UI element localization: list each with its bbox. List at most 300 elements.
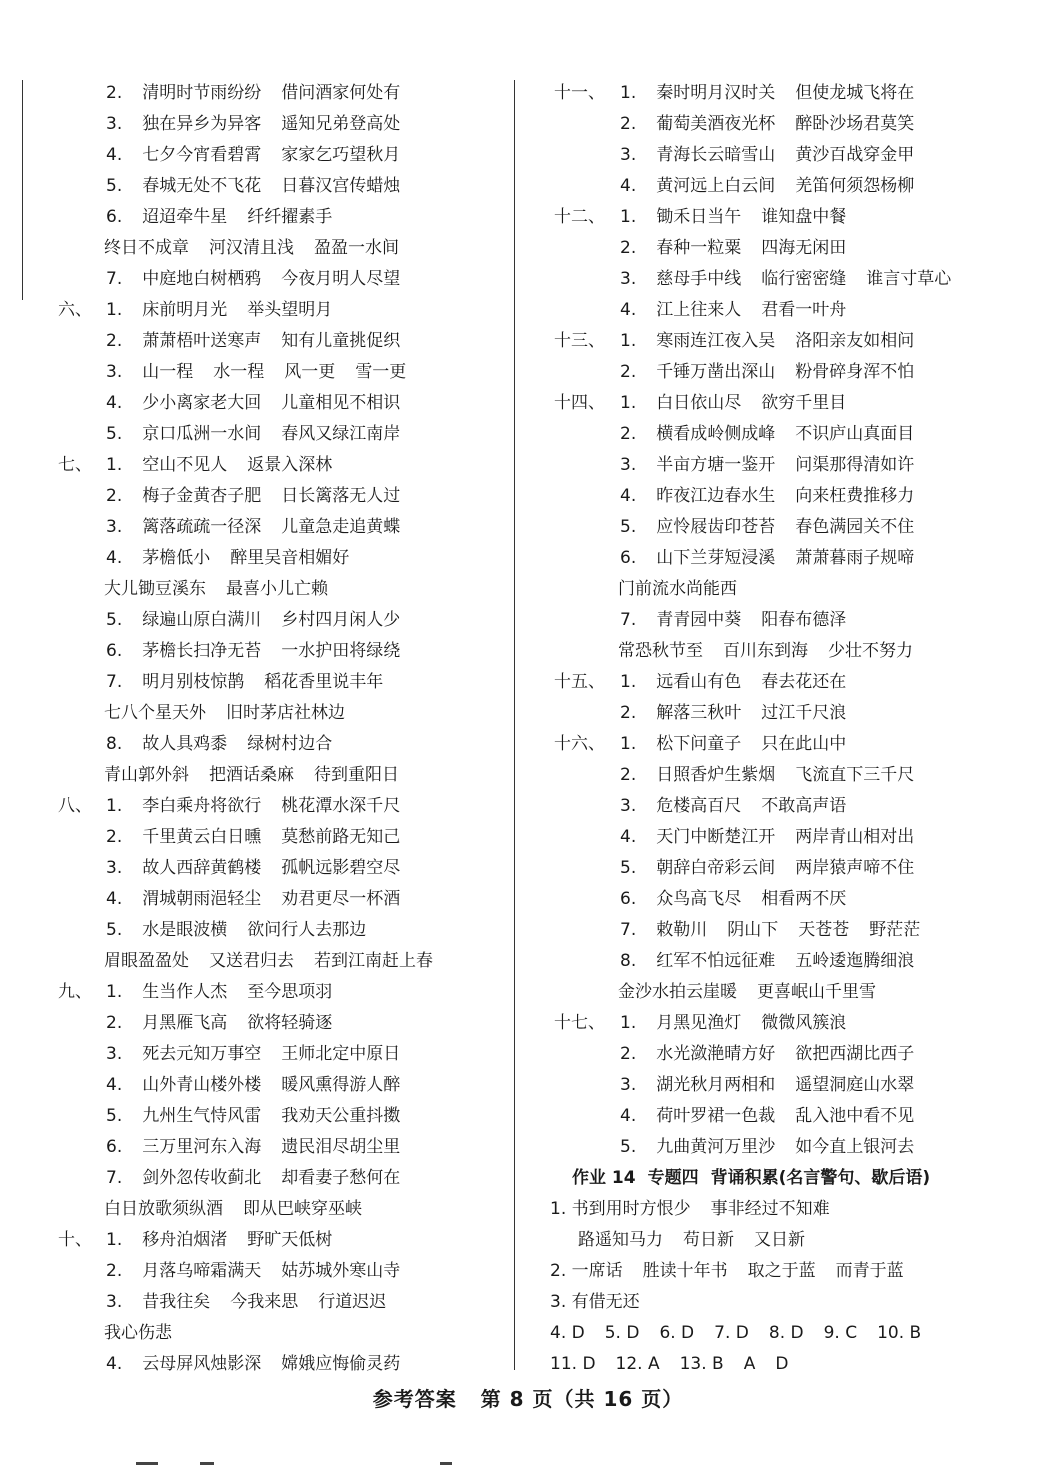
answer-text: 两岸猿声啼不住	[795, 858, 915, 878]
answer-line	[540, 171, 1040, 202]
answer-text: 清明时节雨纷纷	[142, 83, 262, 103]
answer-text: 死去元知万事空	[142, 1044, 262, 1064]
answer-text: 君看一叶舟	[761, 300, 847, 320]
answer-text: 寒雨连江夜入吴	[656, 331, 776, 351]
answer-text: 远看山有色	[656, 672, 742, 692]
answer-text: 儿童急走追黄蝶	[281, 517, 401, 537]
answer-text: 锄禾日当午	[656, 207, 742, 227]
assignment-title-part: 专题四	[647, 1168, 699, 1188]
answer-line	[540, 915, 1040, 946]
answer-text: 但使龙城飞将在	[795, 83, 915, 103]
answer-text: 谁言寸草心	[866, 269, 952, 289]
answer-line	[20, 822, 500, 853]
item-number: 1.	[620, 734, 637, 754]
answer-text: 青青园中葵	[656, 610, 742, 630]
item-number: 5.	[106, 424, 123, 444]
answer-line	[20, 977, 500, 1008]
answer-text: 儿童相见不相识	[281, 393, 401, 413]
answer-line	[20, 388, 500, 419]
answer-text: 盈盈一水间	[314, 238, 399, 258]
item-number: 2.	[106, 331, 123, 351]
answer-text: 松下问童子	[656, 734, 742, 754]
answer-line	[540, 1287, 1040, 1318]
answer-text: 遥望洞庭山水翠	[795, 1075, 915, 1095]
right-column	[540, 78, 1040, 1380]
answer-line	[540, 109, 1040, 140]
answer-text: 问渠那得清如许	[795, 455, 915, 475]
answer-text: 京口瓜洲一水间	[142, 424, 262, 444]
answer-line	[20, 1225, 500, 1256]
answer-line	[20, 636, 500, 667]
answer-line	[20, 791, 500, 822]
answer-line	[20, 357, 500, 388]
answer-text: 少壮不努力	[828, 641, 913, 661]
answer-text: 桃花潭水深千尺	[281, 796, 401, 816]
answer-line	[20, 884, 500, 915]
answer-text: 旧时茅店社林边	[226, 703, 345, 723]
answer-line	[20, 1163, 500, 1194]
answer-text: 欲把西湖比西子	[795, 1044, 915, 1064]
answer-line	[20, 450, 500, 481]
item-number: 5.	[620, 1137, 637, 1157]
answer-line	[540, 791, 1040, 822]
answer-text: 举头望明月	[247, 300, 333, 320]
answer-text: 荷叶罗裙一色裁	[656, 1106, 776, 1126]
item-number: 4.	[106, 889, 123, 909]
answer-text: 又送君归去	[209, 951, 294, 971]
answer-text: 而青于蓝	[835, 1261, 904, 1281]
answer-text: 萧萧梧叶送寒声	[142, 331, 262, 351]
section-number: 十七、	[554, 1013, 605, 1033]
item-number: 6.	[106, 207, 123, 227]
answer-line	[20, 1070, 500, 1101]
item-number: 1.	[106, 455, 123, 475]
answer-text: 明月别枝惊鹊	[142, 672, 245, 692]
answer-text: 少小离家老大回	[142, 393, 262, 413]
answer-text: 月黑见渔灯	[656, 1013, 742, 1033]
answer-text: 5. D	[604, 1323, 640, 1343]
section-number: 十三、	[554, 331, 605, 351]
answer-text: 嫦娥应悔偷灵药	[281, 1354, 401, 1374]
item-number: 3.	[620, 145, 637, 165]
answer-text: 不敢高声语	[761, 796, 847, 816]
item-number: 4.	[620, 827, 637, 847]
answer-text: 百川东到海	[723, 641, 808, 661]
item-number: 5.	[106, 176, 123, 196]
answer-line	[540, 1318, 1040, 1349]
answer-text: 欲问行人去那边	[247, 920, 367, 940]
answer-line	[540, 1039, 1040, 1070]
answer-line	[540, 264, 1040, 295]
answer-text: 纤纤擢素手	[247, 207, 333, 227]
item-number: 2.	[620, 114, 637, 134]
answer-line	[20, 760, 500, 791]
item-number: 1.	[620, 1013, 637, 1033]
item-number: 2.	[106, 486, 123, 506]
answer-text: 渭城朝雨浥轻尘	[142, 889, 262, 909]
answer-text: 11. D	[550, 1354, 596, 1374]
answer-line	[20, 78, 500, 109]
answer-line	[540, 698, 1040, 729]
answer-line	[540, 543, 1040, 574]
answer-line	[540, 233, 1040, 264]
answer-text: 红军不怕远征难	[656, 951, 776, 971]
answer-text: 9. C	[823, 1323, 858, 1343]
answer-line	[540, 450, 1040, 481]
answer-text: 慈母手中线	[656, 269, 742, 289]
answer-line	[20, 512, 500, 543]
answer-line	[540, 636, 1040, 667]
answer-text: 6. D	[659, 1323, 695, 1343]
answer-text: 敕勒川	[656, 920, 708, 940]
answer-text: 把酒话桑麻	[209, 765, 294, 785]
item-number: 5.	[106, 1106, 123, 1126]
answer-text: 大儿锄豆溪东	[104, 579, 206, 599]
column-divider	[514, 80, 515, 1370]
footer-label: 参考答案	[372, 1387, 457, 1411]
answer-text: 日照香炉生紫烟	[656, 765, 776, 785]
answer-text: 独在异乡为异客	[142, 114, 262, 134]
section-number: 十、	[58, 1230, 92, 1250]
item-number: 1.	[620, 672, 637, 692]
answer-line	[20, 729, 500, 760]
item-number: 6.	[106, 1137, 123, 1157]
answer-line	[540, 1256, 1040, 1287]
answer-text: 九州生气恃风雷	[142, 1106, 262, 1126]
item-number: 7.	[106, 672, 123, 692]
answer-text: 李白乘舟将欲行	[142, 796, 262, 816]
answer-text: 九曲黄河万里沙	[656, 1137, 776, 1157]
answer-text: 中庭地白树栖鸦	[142, 269, 262, 289]
page-footer	[0, 1383, 1056, 1412]
bottom-crop-mark	[200, 1462, 214, 1465]
answer-line	[20, 295, 500, 326]
answer-text: 醉卧沙场君莫笑	[795, 114, 915, 134]
answer-text: 苟日新	[683, 1230, 734, 1250]
answer-line	[540, 667, 1040, 698]
answer-text: 返景入深林	[247, 455, 333, 475]
section-number: 六、	[58, 300, 92, 320]
answer-text: 阳春布德泽	[761, 610, 847, 630]
section-number: 十一、	[554, 83, 605, 103]
answer-text: 过江千尺浪	[761, 703, 847, 723]
item-number: 3.	[106, 1292, 123, 1312]
section-number: 七、	[58, 455, 92, 475]
answer-text: 粉骨碎身浑不怕	[795, 362, 915, 382]
answer-text: 12. A	[615, 1354, 660, 1374]
answer-line	[540, 512, 1040, 543]
answer-text: 水一程	[213, 362, 265, 382]
answer-text: 暖风熏得游人醉	[281, 1075, 401, 1095]
answer-text: 生当作人杰	[142, 982, 228, 1002]
answer-line	[540, 295, 1040, 326]
answer-line	[20, 1101, 500, 1132]
answer-line	[540, 1101, 1040, 1132]
answer-text: 莫愁前路无知己	[281, 827, 401, 847]
answer-text: 乱入池中看不见	[795, 1106, 915, 1126]
item-number: 3.	[106, 517, 123, 537]
answer-text: 茅檐低小	[142, 548, 211, 568]
answer-line	[540, 140, 1040, 171]
item-number: 1.	[106, 300, 123, 320]
answer-line	[540, 853, 1040, 884]
assignment-title-part: 背诵积累(名言警句、歇后语)	[710, 1168, 931, 1188]
answer-text: 事非经过不知难	[710, 1199, 830, 1219]
answer-text: 山外青山楼外楼	[142, 1075, 262, 1095]
item-number: 4.	[106, 393, 123, 413]
answer-text: 千锤万凿出深山	[656, 362, 776, 382]
item-number: 8.	[106, 734, 123, 754]
answer-text: 羌笛何须怨杨柳	[795, 176, 915, 196]
answer-text: 洛阳亲友如相问	[795, 331, 915, 351]
item-number: 1.	[620, 331, 637, 351]
answer-line	[540, 977, 1040, 1008]
answer-text: 相看两不厌	[761, 889, 847, 909]
answer-text: 路遥知马力	[578, 1230, 663, 1250]
item-number: 5.	[620, 517, 637, 537]
item-number: 3.	[620, 796, 637, 816]
answer-line	[20, 1349, 500, 1380]
answer-text: 故人具鸡黍	[142, 734, 228, 754]
answer-line	[540, 1132, 1040, 1163]
answer-text: 乡村四月闲人少	[281, 610, 401, 630]
item-number: 1.	[106, 982, 123, 1002]
answer-text: 借问酒家何处有	[281, 83, 401, 103]
answer-text: 剑外忽传收蓟北	[142, 1168, 262, 1188]
answer-text: 欲将轻骑逐	[247, 1013, 333, 1033]
item-number: 1.	[106, 1230, 123, 1250]
item-number: 7.	[620, 610, 637, 630]
item-number: 4.	[620, 486, 637, 506]
answer-text: 7. D	[714, 1323, 749, 1343]
item-number: 4.	[620, 1106, 637, 1126]
answer-text: 山下兰芽短浸溪	[656, 548, 776, 568]
answer-text: 昔我往矣	[142, 1292, 211, 1312]
answer-text: 欲穷千里目	[761, 393, 847, 413]
answer-text: D	[775, 1354, 789, 1374]
item-number: 7.	[106, 269, 123, 289]
section-number: 十五、	[554, 672, 605, 692]
answer-line	[20, 1039, 500, 1070]
answer-line	[540, 946, 1040, 977]
item-number: 3.	[106, 114, 123, 134]
item-number: 2.	[620, 238, 637, 258]
assignment-title-part: 作业 14	[572, 1168, 636, 1188]
item-number: 5.	[620, 858, 637, 878]
answer-line	[540, 884, 1040, 915]
answer-text: 稻花香里说丰年	[264, 672, 384, 692]
answer-text: 横看成岭侧成峰	[656, 424, 776, 444]
answer-text: 月落乌啼霜满天	[142, 1261, 262, 1281]
answer-text: 风一更	[284, 362, 336, 382]
answer-line	[20, 419, 500, 450]
answer-text: 待到重阳日	[314, 765, 399, 785]
answer-text: 醉里吴音相媚好	[230, 548, 350, 568]
answer-text: 野旷天低树	[247, 1230, 333, 1250]
answer-text: 云母屏风烛影深	[142, 1354, 262, 1374]
answer-line	[20, 264, 500, 295]
answer-text: 水是眼波横	[142, 920, 228, 940]
answer-line	[20, 1008, 500, 1039]
answer-text: 4. D	[550, 1323, 585, 1343]
answer-text: 姑苏城外寒山寺	[281, 1261, 401, 1281]
answer-line	[540, 1194, 1040, 1225]
answer-text: 我劝天公重抖擞	[281, 1106, 401, 1126]
item-number: 6.	[620, 548, 637, 568]
answer-text: 天门中断楚江开	[656, 827, 776, 847]
footer-page-number: 第 8 页（共 16 页）	[480, 1387, 684, 1411]
answer-text: 春种一粒粟	[656, 238, 742, 258]
answer-line	[20, 109, 500, 140]
answer-text: 临行密密缝	[761, 269, 847, 289]
answer-line	[20, 574, 500, 605]
answer-text: 茅檐长扫净无苔	[142, 641, 262, 661]
answer-text: 谁知盘中餐	[761, 207, 847, 227]
item-number: 2.	[620, 424, 637, 444]
answer-text: 家家乞巧望秋月	[281, 145, 401, 165]
answer-text: 两岸青山相对出	[795, 827, 915, 847]
answer-line	[20, 543, 500, 574]
answer-line	[20, 1287, 500, 1318]
answer-text: 白日放歌须纵酒	[104, 1199, 223, 1219]
answer-text: 不识庐山真面目	[795, 424, 915, 444]
answer-text: 四海无闲田	[761, 238, 847, 258]
item-number: 3.	[620, 269, 637, 289]
answer-text: 日暮汉宫传蜡烛	[281, 176, 401, 196]
answer-text: 白日依山尽	[656, 393, 742, 413]
answer-text: 众鸟高飞尽	[656, 889, 742, 909]
answer-text: 王师北定中原日	[281, 1044, 401, 1064]
answer-text: 更喜岷山千里雪	[757, 982, 876, 1002]
item-number: 1.	[620, 207, 637, 227]
answer-text: 河汉清且浅	[209, 238, 294, 258]
answer-text: 2. 一席话	[550, 1261, 623, 1281]
item-number: 2.	[620, 703, 637, 723]
answer-text: 孤帆远影碧空尽	[281, 858, 401, 878]
answer-text: 秦时明月汉时关	[656, 83, 776, 103]
item-number: 2.	[620, 1044, 637, 1064]
answer-text: 黄沙百战穿金甲	[795, 145, 915, 165]
item-number: 2.	[106, 1013, 123, 1033]
answer-text: 朝辞白帝彩云间	[656, 858, 776, 878]
answer-text: 三万里河东入海	[142, 1137, 262, 1157]
item-number: 2.	[620, 362, 637, 382]
answer-text: 湖光秋月两相和	[656, 1075, 776, 1095]
answer-text: 青海长云暗雪山	[656, 145, 776, 165]
section-number: 九、	[58, 982, 92, 1002]
answer-line	[20, 1318, 500, 1349]
answer-text: 日长篱落无人过	[281, 486, 401, 506]
answer-text: 遥知兄弟登高处	[281, 114, 401, 134]
answer-line	[20, 326, 500, 357]
item-number: 5.	[106, 610, 123, 630]
answer-text: 我心伤悲	[104, 1323, 172, 1343]
answer-text: 五岭逶迤腾细浪	[795, 951, 915, 971]
answer-line	[20, 1194, 500, 1225]
answer-text: 水光潋滟晴方好	[656, 1044, 776, 1064]
answer-text: 取之于蓝	[747, 1261, 816, 1281]
answer-line	[540, 729, 1040, 760]
answer-text: 今夜月明人尽望	[281, 269, 401, 289]
answer-text: 金沙水拍云崖暖	[618, 982, 737, 1002]
answer-text: 绿遍山原白满川	[142, 610, 262, 630]
item-number: 3.	[620, 455, 637, 475]
answer-text: 移舟泊烟渚	[142, 1230, 228, 1250]
answer-line	[540, 1225, 1040, 1256]
answer-line	[540, 78, 1040, 109]
section-number: 十六、	[554, 734, 605, 754]
assignment-title	[540, 1163, 1040, 1194]
item-number: 2.	[106, 827, 123, 847]
answer-line	[540, 481, 1040, 512]
answer-line	[20, 1256, 500, 1287]
answer-text: 一水护田将绿绕	[281, 641, 401, 661]
item-number: 2.	[106, 83, 123, 103]
answer-text: 半亩方塘一鉴开	[656, 455, 776, 475]
answer-text: 葡萄美酒夜光杯	[656, 114, 776, 134]
answer-text: 8. D	[768, 1323, 804, 1343]
answer-text: 如今直上银河去	[795, 1137, 915, 1157]
answer-text: 千里黄云白日曛	[142, 827, 262, 847]
item-number: 3.	[106, 858, 123, 878]
answer-line	[20, 1132, 500, 1163]
answer-text: 春城无处不飞花	[142, 176, 262, 196]
answer-text: 终日不成章	[104, 238, 189, 258]
item-number: 5.	[106, 920, 123, 940]
item-number: 4.	[620, 300, 637, 320]
answer-text: 天苍苍	[798, 920, 850, 940]
answer-text: 常恐秋节至	[618, 641, 703, 661]
item-number: 6.	[106, 641, 123, 661]
answer-text: 七八个星天外	[104, 703, 206, 723]
item-number: 1.	[620, 393, 637, 413]
answer-line	[540, 574, 1040, 605]
answer-text: 危楼高百尺	[656, 796, 742, 816]
answer-text: 至今思项羽	[247, 982, 333, 1002]
answer-text: A	[743, 1354, 756, 1374]
answer-text: 月黑雁飞高	[142, 1013, 228, 1033]
item-number: 3.	[106, 1044, 123, 1064]
item-number: 3.	[620, 1075, 637, 1095]
answer-text: 梅子金黄杏子肥	[142, 486, 262, 506]
answer-text: 绿树村边合	[247, 734, 333, 754]
answer-line	[20, 667, 500, 698]
answer-text: 春色满园关不住	[795, 517, 915, 537]
answer-text: 眉眼盈盈处	[104, 951, 189, 971]
answer-text: 只在此山中	[761, 734, 847, 754]
answer-text: 江上往来人	[656, 300, 742, 320]
answer-text: 遗民泪尽胡尘里	[281, 1137, 401, 1157]
answer-text: 床前明月光	[142, 300, 228, 320]
item-number: 2.	[106, 1261, 123, 1281]
answer-text: 山一程	[142, 362, 194, 382]
answer-line	[20, 171, 500, 202]
section-number: 十四、	[554, 393, 605, 413]
answer-line	[540, 419, 1040, 450]
answer-text: 篱落疏疏一径深	[142, 517, 262, 537]
answer-text: 劝君更尽一杯酒	[281, 889, 401, 909]
answer-line	[20, 605, 500, 636]
item-number: 4.	[106, 1075, 123, 1095]
answer-line	[540, 1349, 1040, 1380]
answer-text: 3. 有借无还	[550, 1292, 640, 1312]
answer-line	[20, 140, 500, 171]
answer-line	[540, 357, 1040, 388]
answer-line	[20, 915, 500, 946]
answer-line	[20, 946, 500, 977]
answer-text: 春去花还在	[761, 672, 847, 692]
answer-text: 飞流直下三千尺	[795, 765, 915, 785]
